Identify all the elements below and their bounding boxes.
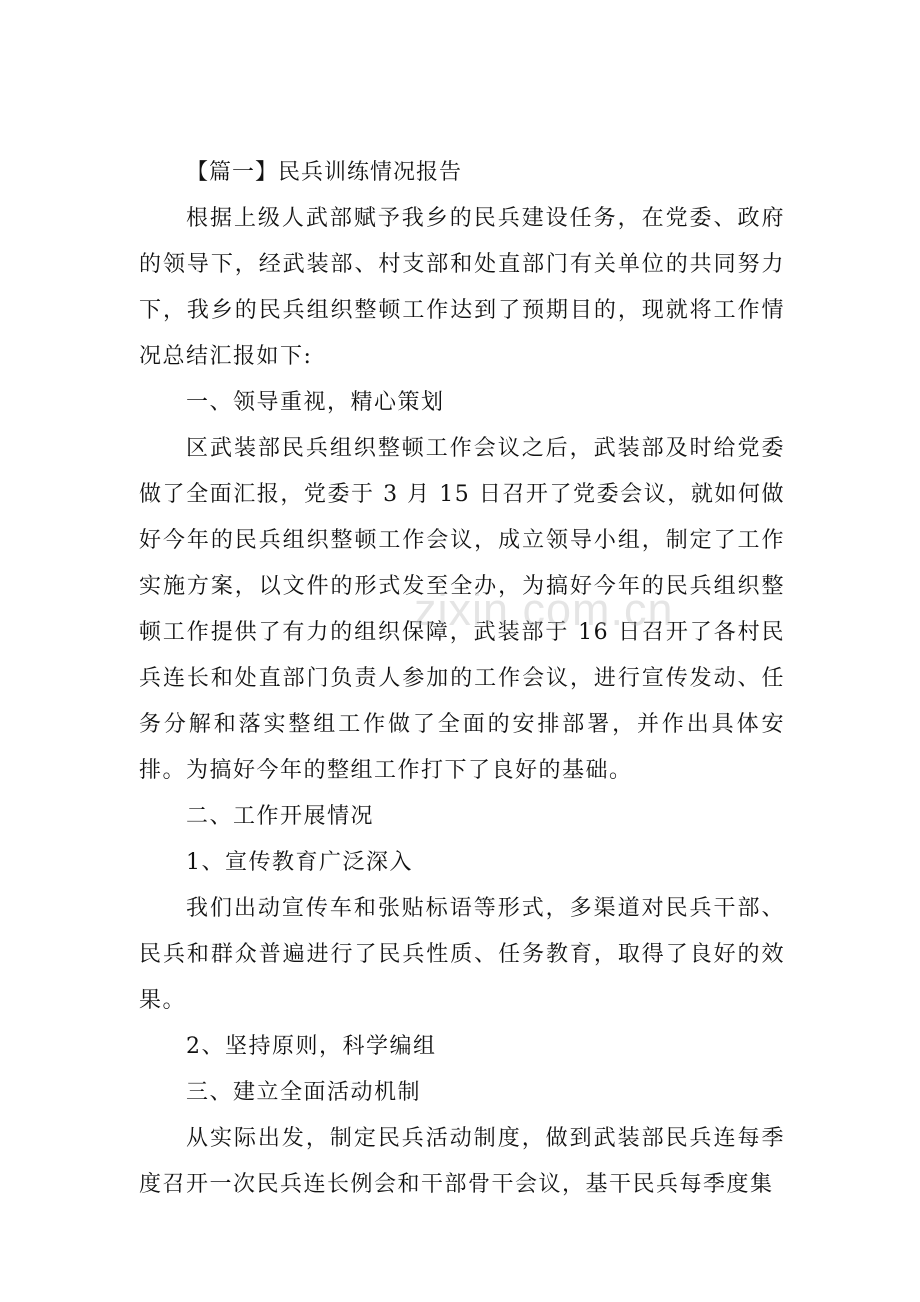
paragraph-section-1: 区武装部民兵组织整顿工作会议之后，武装部及时给党委做了全面汇报，党委于 3 月 15 日召开了党委会议，就如何做好今年的民兵组织整顿工作会议，成立领导小组，制定了工作实施方案，以文件的形式发至全办，为搞好今年的民兵组织整顿工作提供了有力的组织保障，武装部于 16 日召开了各村民兵连长和处直部门负责人参加的工作会议，进行宣传发动、任务分解和落实整组工作做了全面的安排部署，并作出具体安排。为搞好今年的整组工作打下了良好的基础。 [139,436,785,783]
document-body [139,150,785,1208]
section-heading-3: 三、建立全面活动机制 [186,1080,422,1105]
paragraph-subsection-2-1: 我们出动宣传车和张贴标语等形式，多渠道对民兵干部、民兵和群众普遍进行了民兵性质、任务教育，取得了良好的效果。 [139,896,785,1013]
section-heading-2: 二、工作开展情况 [186,804,375,829]
watermark-text: zixin.com.cn [414,584,674,635]
subsection-heading-2-1: 1、宣传教育广泛深入 [186,850,413,875]
paragraph-section-3: 从实际出发，制定民兵活动制度，做到武装部民兵连每季度召开一次民兵连长例会和干部骨干会议，基干民兵每季度集 [139,1126,785,1197]
section-heading-1: 一、领导重视，精心策划 [186,390,445,415]
paragraph-intro: 根据上级人武部赋予我乡的民兵建设任务，在党委、政府的领导下，经武装部、村支部和处直部门有关单位的共同努力下，我乡的民兵组织整顿工作达到了预期目的，现就将工作情况总结汇报如下: [139,206,785,369]
document-title: 【篇一】民兵训练情况报告 [186,160,463,185]
subsection-heading-2-2: 2、坚持原则，科学编组 [186,1034,437,1059]
